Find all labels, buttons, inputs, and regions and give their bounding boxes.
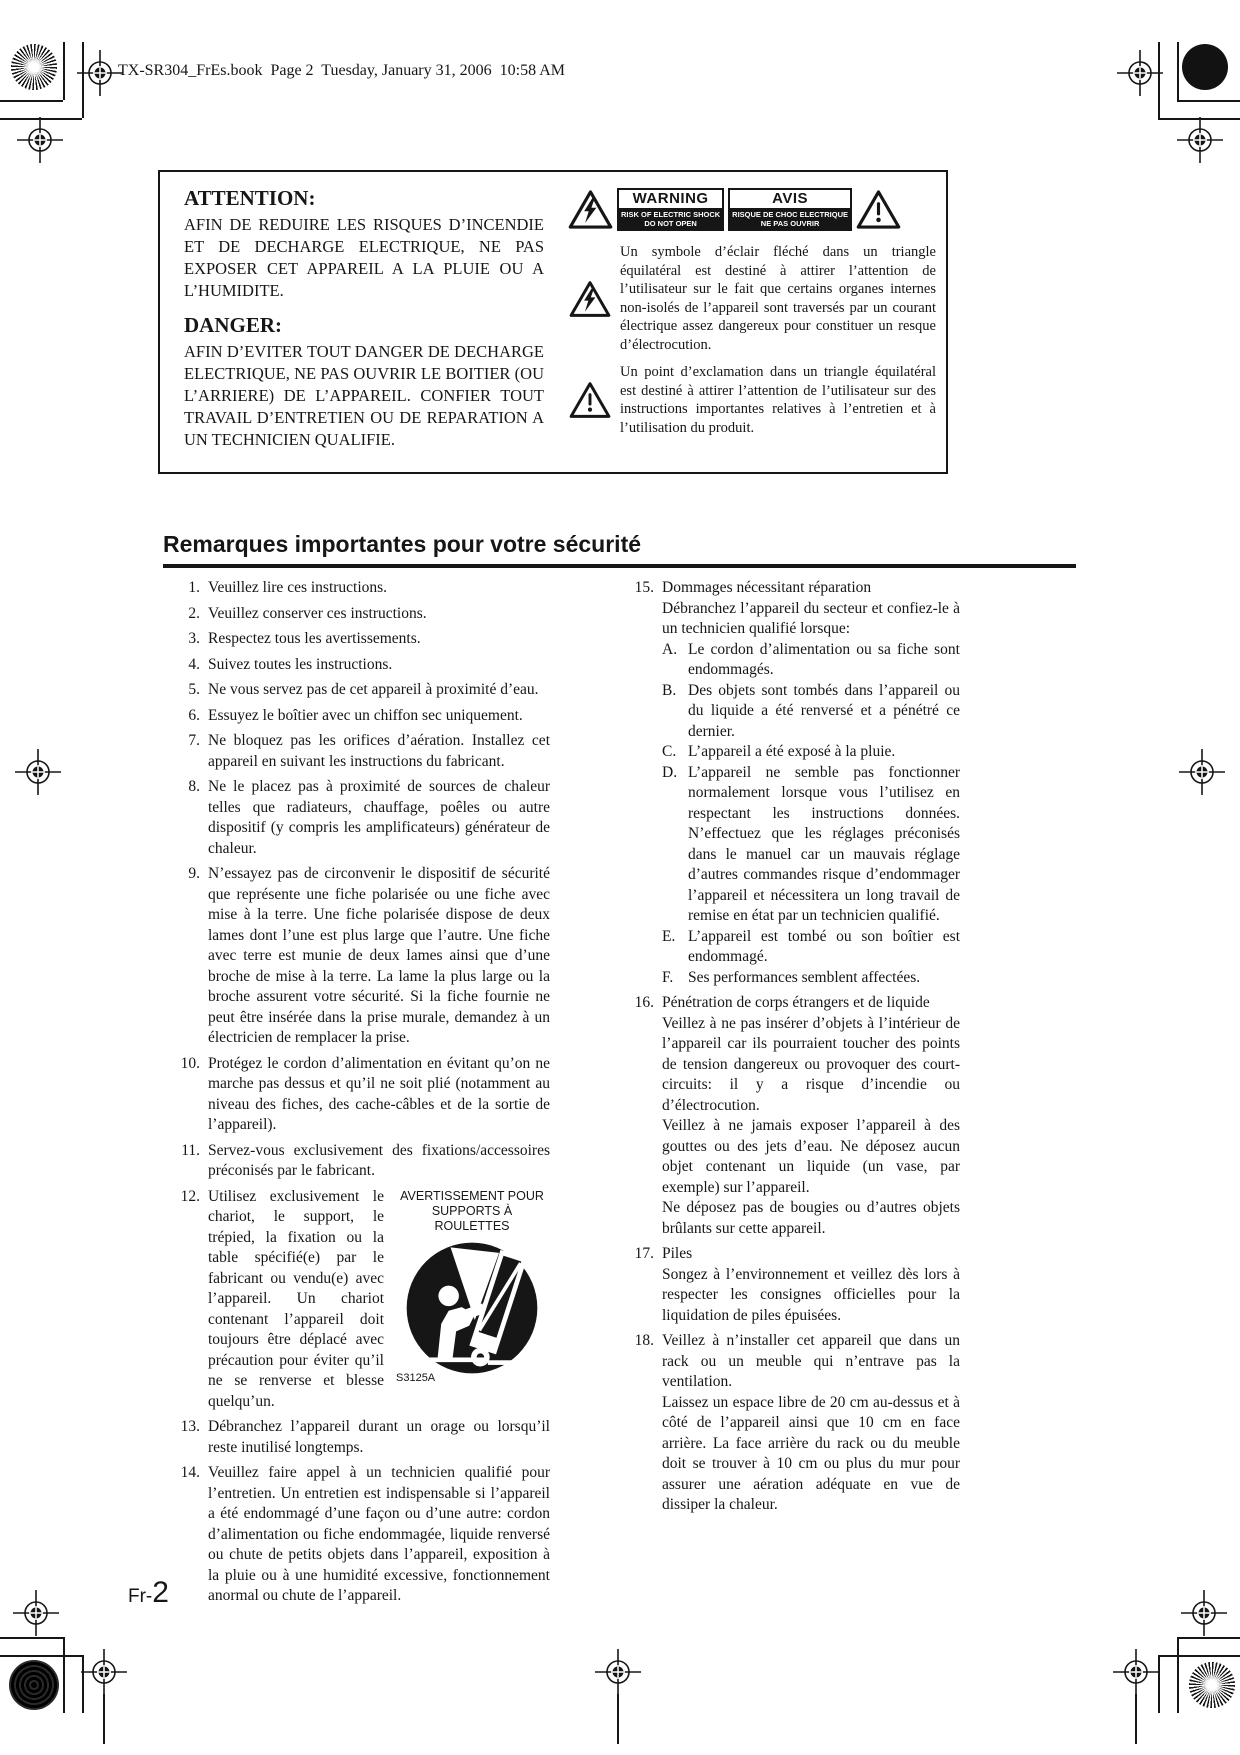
item-text: Servez-vous exclusivement des fixations/accessoires préconisés par le fabricant. — [208, 1141, 550, 1179]
lightning-triangle-icon — [568, 189, 613, 230]
crop-mark — [0, 100, 63, 102]
warning-label-title: WARNING — [619, 190, 722, 208]
lightning-note-text: Un symbole d’éclair fléché dans un triangle équilatéral est destiné à attirer l’attention de l’utilisateur sur le fait que certains organes internes non-isolés de l’appareil sont traversés par un courant électrique assez dangereux pour constituer un resque d’électrocution. — [620, 244, 936, 353]
item-number: 5. — [188, 681, 200, 698]
safety-subitem — [662, 640, 960, 681]
item-text: Ne le placez pas à proximité de sources de chaleur telles que radiateurs, chauffage, poêles ou autre dispositif (y compris les amplificateurs) générateur de chaleur. — [208, 778, 550, 857]
crop-mark — [1177, 100, 1240, 102]
subitem-letter: F. — [662, 968, 674, 986]
attention-box — [158, 170, 948, 474]
crop-mark — [63, 42, 65, 100]
item-number: 14. — [180, 1464, 200, 1481]
item-text: Veuillez faire appel à un technicien qualifié pour l’entretien. Un entretien est indispensable si l’appareil a été endommagé d’une façon ou d’une autre: cordon d’alimentation ou fiche endommagée, liquide renversé ou chute de petits objets dans l’appareil, exposition à la pluie ou à une humidité excessive, fonctionnement anormal ou chute de l’appareil. — [208, 1464, 550, 1604]
item-paragraph: Veillez à n’installer cet appareil que dans un rack ou un meuble qui n’entrave pas la ventilation. — [662, 1332, 960, 1390]
registration-mark — [1178, 748, 1226, 796]
safety-item — [172, 1417, 550, 1458]
item-number: 12. — [180, 1187, 200, 1205]
crop-mark — [63, 1637, 65, 1713]
safety-subitem — [662, 763, 960, 927]
item-text: Ne vous servez pas de cet appareil à proximité d’eau. — [208, 681, 539, 698]
item-paragraph: Veillez à ne jamais exposer l’appareil à des gouttes ou des jets d’eau. Ne déposez aucun objet contenant un liquide (un vase, par exemple) sur l’appareil. — [662, 1117, 960, 1196]
attention-title: ATTENTION: — [184, 186, 316, 210]
safety-item — [172, 604, 550, 625]
page-number — [128, 1576, 169, 1610]
crop-mark — [103, 1694, 105, 1744]
safety-item — [172, 864, 550, 1049]
item-paragraph: Débranchez l’appareil du secteur et confiez-le à un technicien qualifié lorsque: — [662, 599, 960, 637]
safety-item — [626, 1244, 960, 1326]
subitem-letter: A. — [662, 640, 678, 658]
item-number: 6. — [188, 706, 200, 724]
attention-box-text-column — [160, 172, 560, 472]
item-number: 16. — [634, 994, 654, 1011]
ink-dot-mark-top-right — [1182, 44, 1228, 90]
warning-labels-row — [568, 188, 936, 231]
safety-item — [172, 706, 550, 727]
page-number-prefix: Fr- — [128, 1586, 153, 1607]
avis-label-line1: RISQUE DE CHOC ELECTRIQUE — [732, 210, 849, 219]
item-number: 17. — [634, 1245, 654, 1262]
attention-text: AFIN DE REDUIRE LES RISQUES D’INCENDIE ET DE DECHARGE ELECTRIQUE, NE PAS EXPOSER CET APPAREIL A LA PLUIE OU A L’HUMIDITE. — [184, 215, 544, 300]
crop-mark — [0, 1637, 63, 1639]
item-paragraph: Songez à l’environnement et veillez dès lors à respecter les consignes officielles pour la liquidation de piles épuisées. — [662, 1265, 960, 1324]
exclamation-note-text: Un point d’exclamation dans un triangle équilatéral est destiné à attirer l’attention de l’utilisateur sur des instructions importantes relatives à l’entretien et à l’utilisation du produit. — [620, 364, 936, 436]
registration-mark — [14, 748, 62, 796]
registration-mark — [80, 1648, 128, 1696]
item-text: Essuyez le boîtier avec un chiffon sec uniquement. — [208, 706, 523, 724]
item-number: 4. — [188, 655, 200, 673]
safety-item — [626, 993, 960, 1239]
safety-item — [172, 731, 550, 772]
cart-warning-icon — [402, 1238, 542, 1378]
item-number: 11. — [181, 1141, 200, 1159]
item-number: 18. — [634, 1332, 654, 1349]
exclamation-note-row — [568, 363, 936, 437]
subitem-letter: E. — [662, 927, 676, 945]
crop-mark — [1177, 42, 1179, 100]
item-paragraph: Veillez à ne pas insérer d’objets à l’intérieur de l’appareil car ils pourraient toucher des points de tension dangereux ou provoquer des court-circuits: il y a risque d’incendie ou d’électrocution. — [662, 1014, 960, 1114]
subitem-text: L’appareil a été exposé à la pluie. — [688, 743, 896, 760]
registration-mark — [12, 1589, 60, 1637]
danger-title: DANGER: — [184, 313, 282, 337]
cart-warning-figure — [394, 1189, 550, 1389]
safety-item — [172, 1463, 550, 1607]
item-text: Protégez le cordon d’alimentation en évitant qu’on ne marche pas dessus et qu’il ne soit plié (notamment au niveau des fiches, des cache-câbles et de la sortie de l’appareil). — [208, 1054, 550, 1133]
subitem-text: L’appareil est tombé ou son boîtier est endommagé. — [688, 927, 960, 965]
item-number: 1. — [188, 579, 200, 596]
item-paragraph: Dommages nécessitant réparation — [662, 579, 872, 596]
avis-label-title: AVIS — [730, 190, 850, 208]
warning-label-line1: RISK OF ELECTRIC SHOCK — [621, 210, 721, 219]
subitem-text: L’appareil ne semble pas fonctionner normalement lorsque vous l’utilisez en respectant les instructions données. N’effectuez que les réglages préconisés dans le manuel car un mauvais réglage d’autres commandes risque d’endommager l’appareil et nécessitera un long travail de remise en état par un technicien qualifié. — [688, 763, 960, 924]
item-text: N’essayez pas de circonvenir le dispositif de sécurité que représente une fiche polarisée ou une fiche avec mise à la terre. Une fiche polarisée dispose de deux lames dont l’une est plus large que l’autre. Une fiche avec terre est munie de deux lames ainsi que d’une broche de mise à la terre. La lame la plus large ou la broche assurent votre sécurité. Si la fiche fournie ne peut être insérée dans la prise murale, demandez à un électricien de remplacer la prise. — [208, 865, 550, 1046]
safety-list-right — [626, 578, 960, 1521]
safety-subitem — [662, 742, 960, 763]
safety-item — [172, 578, 550, 599]
item-text: Veuillez conserver ces instructions. — [208, 604, 427, 622]
item-text: Suivez toutes les instructions. — [208, 655, 393, 673]
starburst-mark-bottom-right — [1189, 1662, 1235, 1708]
avis-label-line2: NE PAS OUVRIR — [760, 219, 820, 228]
lightning-note-row — [568, 243, 936, 354]
safety-item — [172, 629, 550, 650]
safety-item — [172, 777, 550, 859]
item-number: 9. — [188, 865, 200, 882]
lightning-triangle-icon — [568, 243, 612, 354]
safety-item — [172, 655, 550, 676]
avis-label — [728, 188, 852, 231]
exclamation-triangle-icon — [856, 189, 901, 230]
safety-item — [626, 578, 960, 988]
item-number: 8. — [188, 778, 200, 795]
crop-mark — [1135, 1694, 1137, 1744]
registration-mark — [1176, 116, 1224, 164]
ink-dot-mark-bottom-left — [9, 1660, 59, 1710]
heading-rule — [163, 564, 1076, 568]
danger-text: AFIN D’EVITER TOUT DANGER DE DECHARGE ELECTRIQUE, NE PAS OUVRIR LE BOITIER (OU L’ARRIERE) DE L’APPAREIL. CONFIER TOUT TRAVAIL D’ENTRETIEN OU DE REPARATION A UN TECHNICIEN QUALIFIE. — [184, 342, 544, 449]
safety-item — [172, 680, 550, 701]
registration-mark — [594, 1648, 642, 1696]
crop-mark — [1158, 1655, 1240, 1657]
item-number: 10. — [180, 1054, 200, 1072]
item-number: 2. — [188, 604, 200, 622]
registration-mark — [1116, 49, 1164, 97]
subitem-text: Des objets sont tombés dans l’appareil ou du liquide a été renversé et a pénétré ce dernier. — [688, 681, 960, 740]
item-paragraph: Laissez un espace libre de 20 cm au-dessus et à côté de l’appareil ainsi que 10 cm en face arrière. La face arrière du rack ou du meuble doit se trouver à 10 cm ou plus du mur pour assurer une aération adéquate en vue de dissiper la chaleur. — [662, 1393, 960, 1513]
book-header-line: TX-SR304_FrEs.book Page 2 Tuesday, January 31, 2006 10:58 AM — [118, 62, 565, 79]
subitem-text: Ses performances semblent affectées. — [688, 968, 921, 986]
item-text: Débranchez l’appareil durant un orage ou lorsqu’il reste inutilisé longtemps. — [208, 1418, 550, 1456]
item-number: 7. — [188, 732, 200, 749]
subitem-letter: C. — [662, 743, 677, 760]
item-number: 13. — [180, 1418, 200, 1435]
crop-mark — [1177, 1637, 1179, 1713]
safety-item — [172, 1187, 550, 1413]
safety-item — [172, 1141, 550, 1182]
item-text: Ne bloquez pas les orifices d’aération. Installez cet appareil en suivant les instructions du fabricant. — [208, 732, 550, 770]
exclamation-triangle-icon — [568, 363, 612, 437]
registration-mark — [1180, 1589, 1228, 1637]
crop-mark — [0, 1655, 82, 1657]
safety-subitem — [662, 681, 960, 743]
starburst-mark-top-left — [11, 44, 57, 90]
registration-mark — [16, 116, 64, 164]
item-number: 15. — [634, 579, 654, 596]
safety-subitem — [662, 927, 960, 968]
section-heading: Remarques importantes pour votre sécurité — [163, 531, 642, 557]
subitem-letter: B. — [662, 681, 677, 699]
crop-mark — [1177, 1637, 1240, 1639]
registration-mark — [1112, 1648, 1160, 1696]
attention-box-symbol-column — [560, 172, 946, 472]
cart-warning-caption: AVERTISSEMENT POUR SUPPORTS À ROULETTES — [400, 1188, 544, 1233]
item-paragraph: Piles — [662, 1245, 693, 1262]
crop-mark — [617, 1694, 619, 1744]
registration-mark — [76, 49, 124, 97]
item-text: Utilisez exclusivement le chariot, le support, le trépied, la fixation ou la table spécifié(e) par le fabricant ou vendu(e) avec l’appareil. Un chariot contenant l’appareil doit toujours être déplacé avec précaution pour éviter qu’il ne se renverse et blesse quelqu’un. — [208, 1187, 384, 1410]
subitem-text: Le cordon d’alimentation ou sa fiche sont endommagés. — [688, 640, 960, 678]
safety-item — [626, 1331, 960, 1516]
item-text: Veuillez lire ces instructions. — [208, 579, 388, 596]
cart-warning-code: S3125A — [396, 1372, 436, 1384]
warning-label-line2: DO NOT OPEN — [644, 219, 697, 228]
safety-list-left — [172, 578, 550, 1612]
item-paragraph: Pénétration de corps étrangers et de liquide — [662, 994, 930, 1011]
item-paragraph: Ne déposez pas de bougies ou d’autres objets brûlants sur cette appareil. — [662, 1199, 960, 1237]
warning-label — [617, 188, 724, 231]
item-text: Respectez tous les avertissements. — [208, 630, 421, 647]
item-number: 3. — [188, 630, 200, 647]
subitem-letter: D. — [662, 763, 678, 781]
page-number-value: 2 — [152, 1576, 169, 1609]
safety-item — [172, 1054, 550, 1136]
safety-subitem — [662, 968, 960, 989]
